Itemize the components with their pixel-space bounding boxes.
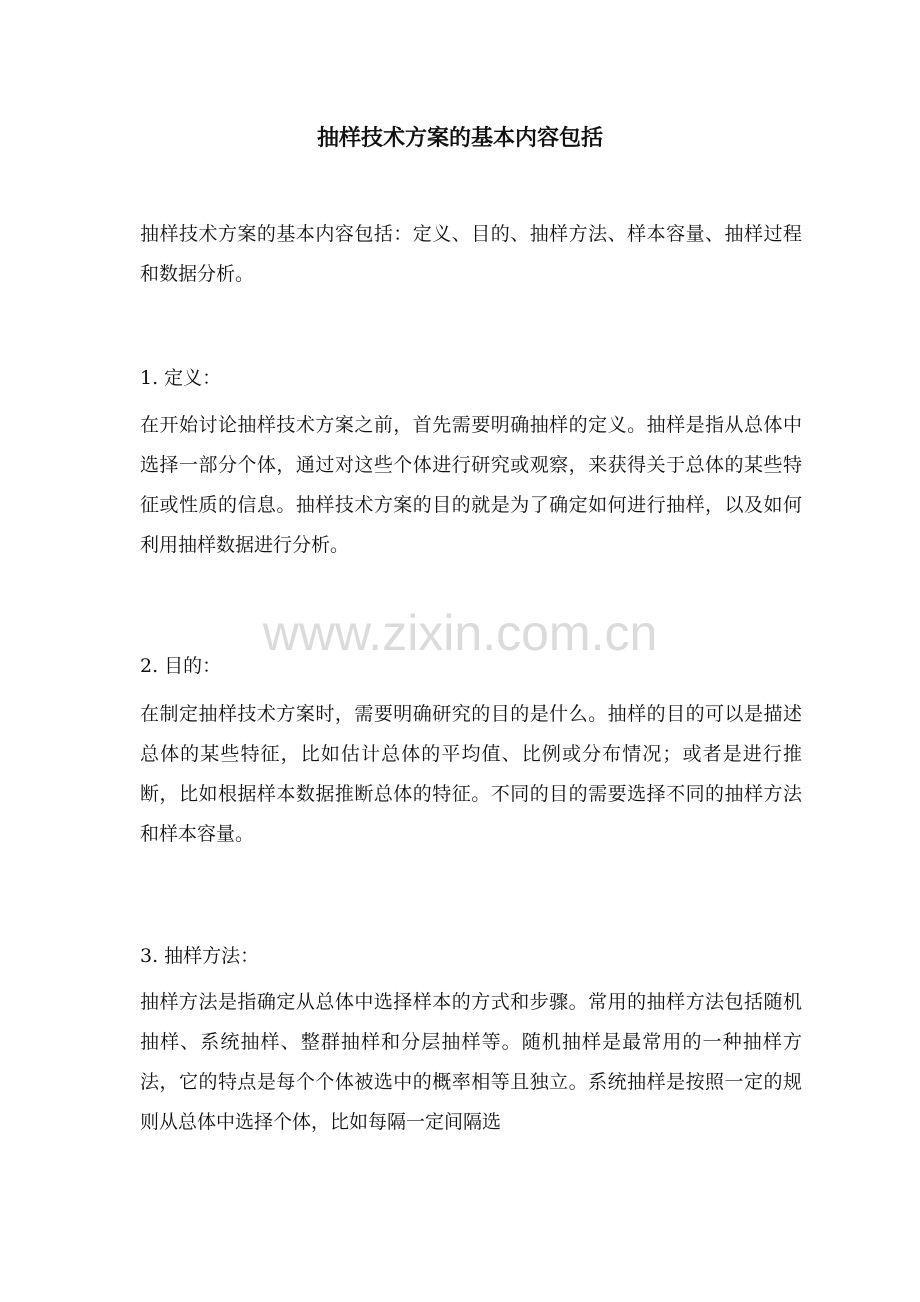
section-body-purpose: 在制定抽样技术方案时，需要明确研究的目的是什么。抽样的目的可以是描述总体的某些特征，比如估计总体的平均值、比例或分布情况；或者是进行推断，比如根据样本数据推断总体的特征。不同的目的需要选择不同的抽样方法和样本容量。 [140, 703, 802, 845]
section-heading-definition: 1. 定义： [140, 367, 222, 389]
section-body-definition: 在开始讨论抽样技术方案之前，首先需要明确抽样的定义。抽样是指从总体中选择一部分个体，通过对这些个体进行研究或观察，来获得关于总体的某些特征或性质的信息。抽样技术方案的目的就是为了确定如何进行抽样，以及如何利用抽样数据进行分析。 [140, 414, 802, 556]
document-title: 抽样技术方案的基本内容包括 [316, 125, 603, 151]
section-heading-purpose: 2. 目的： [140, 655, 222, 677]
intro-paragraph: 抽样技术方案的基本内容包括：定义、目的、抽样方法、样本容量、抽样过程和数据分析。 [140, 223, 802, 285]
watermark: www.zixin.com.cn [262, 605, 658, 661]
section-heading-methods: 3. 抽样方法： [140, 945, 260, 967]
section-body-methods: 抽样方法是指确定从总体中选择样本的方式和步骤。常用的抽样方法包括随机抽样、系统抽样、整群抽样和分层抽样等。随机抽样是最常用的一种抽样方法，它的特点是每个个体被选中的概率相等且独立。系统抽样是按照一定的规则从总体中选择个体，比如每隔一定间隔选 [140, 991, 802, 1133]
